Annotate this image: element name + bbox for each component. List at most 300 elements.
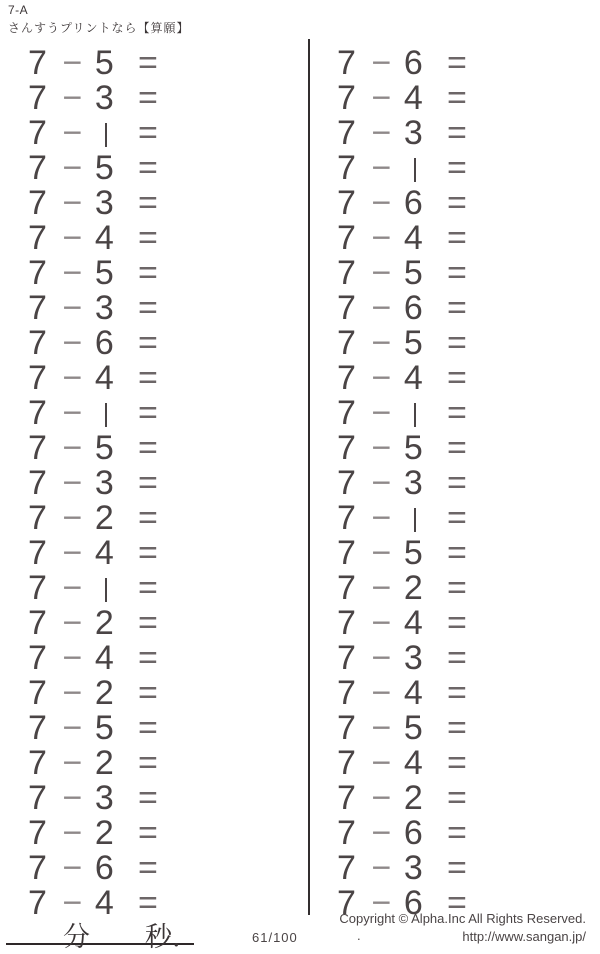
problem-row (0, 571, 200, 606)
answer-blank (473, 221, 509, 256)
subtrahend: 5 (94, 709, 114, 747)
problem-row (0, 501, 200, 536)
minuend: 7 (28, 814, 47, 852)
minuend: 7 (28, 149, 47, 187)
problem-row (0, 536, 200, 571)
answer-blank (164, 676, 200, 711)
equals-sign: = (137, 569, 158, 607)
subtrahend: 4 (94, 359, 114, 397)
subtrahend: 3 (94, 289, 114, 327)
subtrahend: 2 (94, 674, 114, 712)
subtrahend: 6 (403, 814, 423, 852)
minus-sign: − (62, 499, 83, 537)
answer-blank (164, 221, 200, 256)
minus-sign: − (62, 464, 83, 502)
subtrahend: 3 (94, 79, 114, 117)
answer-blank (164, 466, 200, 501)
minuend: 7 (337, 149, 356, 187)
equals-sign: = (446, 324, 467, 362)
equals-sign: = (446, 779, 467, 817)
minuend: 7 (337, 429, 356, 467)
equals-sign: = (137, 324, 158, 362)
equals-sign: = (446, 114, 467, 152)
minuend: 7 (28, 44, 47, 82)
minuend: 7 (337, 534, 356, 572)
minuend: 7 (337, 744, 356, 782)
equals-sign: = (446, 79, 467, 117)
answer-blank (473, 606, 509, 641)
equals-sign: = (137, 849, 158, 887)
minus-sign: − (371, 569, 392, 607)
problem-row (309, 46, 509, 81)
equals-sign: = (446, 184, 467, 222)
subtrahend: 5 (403, 254, 423, 292)
problem-row (309, 711, 509, 746)
subtrahend: 3 (403, 849, 423, 887)
problem-row (0, 186, 200, 221)
problem-row (0, 606, 200, 641)
equals-sign: = (137, 429, 158, 467)
minus-sign: − (371, 149, 392, 187)
equals-sign: = (446, 709, 467, 747)
problem-row (309, 396, 509, 431)
minuend: 7 (28, 884, 47, 922)
minuend: 7 (28, 499, 47, 537)
minuend: 7 (337, 359, 356, 397)
problem-row (0, 256, 200, 291)
problem-row (309, 256, 509, 291)
answer-blank (473, 676, 509, 711)
problem-row (309, 571, 509, 606)
equals-sign: = (137, 254, 158, 292)
subtrahend: 2 (94, 499, 114, 537)
problem-row (309, 746, 509, 781)
subtrahend: 4 (94, 884, 114, 922)
minus-sign: − (62, 219, 83, 257)
minuend: 7 (337, 674, 356, 712)
minus-sign: − (62, 79, 83, 117)
minuend: 7 (28, 429, 47, 467)
problem-row (309, 116, 509, 151)
minus-sign: − (371, 639, 392, 677)
minus-sign: − (62, 814, 83, 852)
answer-blank (164, 746, 200, 781)
subtrahend (91, 396, 118, 431)
equals-sign: = (137, 464, 158, 502)
problem-row (309, 431, 509, 466)
equals-sign: = (137, 114, 158, 152)
problem-row (0, 361, 200, 396)
answer-blank (473, 431, 509, 466)
equals-sign: = (446, 499, 467, 537)
subtrahend: 3 (94, 464, 114, 502)
minus-sign: − (371, 534, 392, 572)
problem-row (0, 851, 200, 886)
equals-sign: = (137, 779, 158, 817)
subtrahend: 2 (94, 814, 114, 852)
minus-sign: − (371, 779, 392, 817)
equals-sign: = (137, 184, 158, 222)
minuend: 7 (28, 359, 47, 397)
subtrahend (400, 396, 427, 431)
minus-sign: − (62, 604, 83, 642)
equals-sign: = (137, 639, 158, 677)
subtrahend: 4 (403, 219, 423, 257)
equals-sign: = (446, 639, 467, 677)
minuend: 7 (28, 534, 47, 572)
subtrahend (400, 501, 427, 536)
minuend: 7 (337, 849, 356, 887)
answer-blank (473, 291, 509, 326)
minuend: 7 (337, 814, 356, 852)
minus-sign: − (371, 289, 392, 327)
minus-sign: − (371, 79, 392, 117)
problem-row (309, 151, 509, 186)
minuend: 7 (28, 674, 47, 712)
subtrahend: 6 (403, 289, 423, 327)
minus-sign: − (62, 674, 83, 712)
minus-sign: − (371, 184, 392, 222)
minus-sign: − (371, 254, 392, 292)
minus-sign: − (371, 114, 392, 152)
minuend: 7 (337, 604, 356, 642)
subtrahend: 5 (94, 254, 114, 292)
minuend: 7 (337, 44, 356, 82)
equals-sign: = (137, 359, 158, 397)
page-number: 61/100 (252, 930, 298, 945)
equals-sign: = (446, 44, 467, 82)
subtrahend: 2 (403, 779, 423, 817)
minus-sign: − (62, 779, 83, 817)
minus-sign: − (62, 744, 83, 782)
minuend: 7 (337, 709, 356, 747)
subtrahend: 5 (403, 709, 423, 747)
copyright-block (339, 910, 586, 946)
minuend: 7 (337, 114, 356, 152)
problems-column-left (0, 46, 200, 921)
answer-blank (473, 81, 509, 116)
answer-blank (164, 781, 200, 816)
minus-sign: − (62, 884, 83, 922)
subtrahend: 4 (403, 79, 423, 117)
problem-row (0, 81, 200, 116)
subtrahend: 2 (403, 569, 423, 607)
sheet-subtitle: さんすうプリントなら【算願】 (8, 21, 190, 35)
equals-sign: = (137, 499, 158, 537)
minus-sign: − (62, 639, 83, 677)
answer-blank (473, 116, 509, 151)
problem-row (309, 326, 509, 361)
subtrahend: 5 (94, 429, 114, 467)
problem-row (0, 116, 200, 151)
answer-blank (164, 536, 200, 571)
minus-sign: − (62, 359, 83, 397)
equals-sign: = (137, 289, 158, 327)
minuend: 7 (337, 324, 356, 362)
minus-sign: − (371, 394, 392, 432)
answer-blank (164, 501, 200, 536)
minus-sign: − (62, 429, 83, 467)
problem-row (309, 466, 509, 501)
answer-blank (164, 606, 200, 641)
minus-sign: − (371, 359, 392, 397)
equals-sign: = (137, 744, 158, 782)
minuend: 7 (28, 219, 47, 257)
answer-blank (473, 46, 509, 81)
minus-sign: − (371, 709, 392, 747)
minuend: 7 (337, 79, 356, 117)
minuend: 7 (28, 744, 47, 782)
answer-blank (473, 256, 509, 291)
problem-row (0, 746, 200, 781)
minuend: 7 (28, 639, 47, 677)
minuend: 7 (28, 604, 47, 642)
subtrahend: 4 (403, 604, 423, 642)
minuend: 7 (337, 779, 356, 817)
minus-sign: − (371, 464, 392, 502)
minus-sign: − (62, 569, 83, 607)
minuend: 7 (28, 709, 47, 747)
equals-sign: = (137, 394, 158, 432)
minuend: 7 (337, 639, 356, 677)
answer-blank (473, 851, 509, 886)
minuend: 7 (337, 569, 356, 607)
answer-blank (473, 641, 509, 676)
minus-sign: − (62, 114, 83, 152)
minutes-label: 分 (63, 922, 90, 953)
minus-sign: − (371, 44, 392, 82)
subtrahend: 3 (94, 779, 114, 817)
equals-sign: = (137, 604, 158, 642)
answer-blank (473, 746, 509, 781)
minus-sign: − (371, 324, 392, 362)
subtrahend: 2 (94, 744, 114, 782)
subtrahend: 5 (403, 429, 423, 467)
equals-sign: = (446, 429, 467, 467)
minuend: 7 (337, 394, 356, 432)
subtrahend: 3 (94, 184, 114, 222)
subtrahend: 4 (94, 639, 114, 677)
subtrahend: 4 (403, 359, 423, 397)
subtrahend: 3 (403, 639, 423, 677)
equals-sign: = (137, 709, 158, 747)
subtrahend: 3 (403, 114, 423, 152)
problems-column-right (309, 46, 509, 921)
problem-row (0, 781, 200, 816)
subtrahend: 6 (94, 324, 114, 362)
equals-sign: = (446, 674, 467, 712)
problem-row (309, 501, 509, 536)
subtrahend: 4 (94, 534, 114, 572)
answer-blank (164, 816, 200, 851)
minus-sign: − (62, 709, 83, 747)
minus-sign: − (371, 499, 392, 537)
problem-row (0, 816, 200, 851)
minuend: 7 (28, 184, 47, 222)
subtrahend: 2 (94, 604, 114, 642)
equals-sign: = (137, 149, 158, 187)
answer-blank (164, 571, 200, 606)
answer-blank (473, 396, 509, 431)
minuend: 7 (28, 324, 47, 362)
problem-row (309, 641, 509, 676)
answer-blank (164, 361, 200, 396)
seconds-label: 秒. (145, 922, 181, 953)
equals-sign: = (137, 674, 158, 712)
minus-sign: − (62, 394, 83, 432)
problem-row (0, 151, 200, 186)
answer-blank (473, 186, 509, 221)
answer-blank (164, 711, 200, 746)
problem-row (309, 361, 509, 396)
problem-row (309, 186, 509, 221)
minuend: 7 (337, 464, 356, 502)
answer-blank (473, 501, 509, 536)
minus-sign: − (62, 184, 83, 222)
equals-sign: = (137, 534, 158, 572)
equals-sign: = (446, 219, 467, 257)
problem-row (309, 816, 509, 851)
equals-sign: = (446, 534, 467, 572)
minus-sign: − (371, 429, 392, 467)
answer-blank (164, 851, 200, 886)
problem-row (0, 291, 200, 326)
problem-row (0, 221, 200, 256)
problem-row (0, 466, 200, 501)
minuend: 7 (28, 464, 47, 502)
equals-sign: = (137, 79, 158, 117)
answer-blank (473, 711, 509, 746)
subtrahend (91, 116, 118, 151)
site-url: http://www.sangan.jp/ (462, 929, 586, 944)
minus-sign: − (371, 674, 392, 712)
problem-row (0, 46, 200, 81)
answer-blank (164, 396, 200, 431)
minuend: 7 (337, 499, 356, 537)
equals-sign: = (446, 744, 467, 782)
minuend: 7 (28, 289, 47, 327)
minus-sign: − (371, 884, 392, 922)
problem-row (309, 676, 509, 711)
minuend: 7 (337, 219, 356, 257)
equals-sign: = (446, 604, 467, 642)
answer-blank (164, 116, 200, 151)
footer-dot: . (357, 928, 361, 943)
problem-row (0, 396, 200, 431)
subtrahend: 6 (403, 184, 423, 222)
equals-sign: = (446, 464, 467, 502)
problem-row (309, 291, 509, 326)
equals-sign: = (446, 394, 467, 432)
minuend: 7 (337, 884, 356, 922)
subtrahend: 5 (403, 324, 423, 362)
answer-blank (473, 466, 509, 501)
problem-row (0, 676, 200, 711)
equals-sign: = (446, 849, 467, 887)
answer-blank (473, 361, 509, 396)
answer-blank (164, 151, 200, 186)
problem-row (0, 326, 200, 361)
problem-row (309, 221, 509, 256)
minus-sign: − (371, 744, 392, 782)
subtrahend: 3 (403, 464, 423, 502)
answer-blank (164, 431, 200, 466)
answer-blank (473, 571, 509, 606)
subtrahend: 5 (94, 149, 114, 187)
subtrahend: 4 (403, 744, 423, 782)
equals-sign: = (446, 814, 467, 852)
minuend: 7 (337, 184, 356, 222)
minus-sign: − (371, 814, 392, 852)
problem-row (0, 431, 200, 466)
subtrahend: 5 (403, 534, 423, 572)
problem-row (309, 81, 509, 116)
subtrahend: 4 (403, 674, 423, 712)
equals-sign: = (446, 149, 467, 187)
answer-blank (164, 256, 200, 291)
equals-sign: = (137, 44, 158, 82)
answer-blank (473, 326, 509, 361)
problem-row (309, 536, 509, 571)
equals-sign: = (137, 219, 158, 257)
problem-row (309, 606, 509, 641)
subtrahend: 6 (403, 884, 423, 922)
sheet-id: 7-A (8, 3, 29, 17)
answer-blank (164, 186, 200, 221)
subtrahend (91, 571, 118, 606)
equals-sign: = (446, 569, 467, 607)
subtrahend: 5 (94, 44, 114, 82)
minus-sign: − (62, 149, 83, 187)
minuend: 7 (337, 289, 356, 327)
answer-blank (164, 46, 200, 81)
minus-sign: − (62, 289, 83, 327)
subtrahend (400, 151, 427, 186)
minuend: 7 (337, 254, 356, 292)
subtrahend: 6 (403, 44, 423, 82)
minuend: 7 (28, 79, 47, 117)
equals-sign: = (137, 814, 158, 852)
minus-sign: − (371, 604, 392, 642)
minuend: 7 (28, 394, 47, 432)
equals-sign: = (446, 254, 467, 292)
subtrahend: 6 (94, 849, 114, 887)
subtrahend: 4 (94, 219, 114, 257)
answer-blank (164, 81, 200, 116)
minus-sign: − (62, 44, 83, 82)
minus-sign: − (371, 219, 392, 257)
equals-sign: = (446, 884, 467, 922)
minuend: 7 (28, 569, 47, 607)
answer-blank (164, 326, 200, 361)
answer-blank (164, 291, 200, 326)
equals-sign: = (137, 884, 158, 922)
copyright-text: Copyright © Alpha.Inc All Rights Reserved. (339, 911, 586, 926)
minus-sign: − (62, 534, 83, 572)
equals-sign: = (446, 359, 467, 397)
answer-blank (473, 816, 509, 851)
answer-blank (164, 641, 200, 676)
minus-sign: − (62, 849, 83, 887)
answer-blank (473, 151, 509, 186)
answer-blank (473, 536, 509, 571)
minus-sign: − (62, 254, 83, 292)
answer-blank (473, 781, 509, 816)
minuend: 7 (28, 254, 47, 292)
minuend: 7 (28, 779, 47, 817)
problem-row (0, 641, 200, 676)
problem-row (0, 711, 200, 746)
